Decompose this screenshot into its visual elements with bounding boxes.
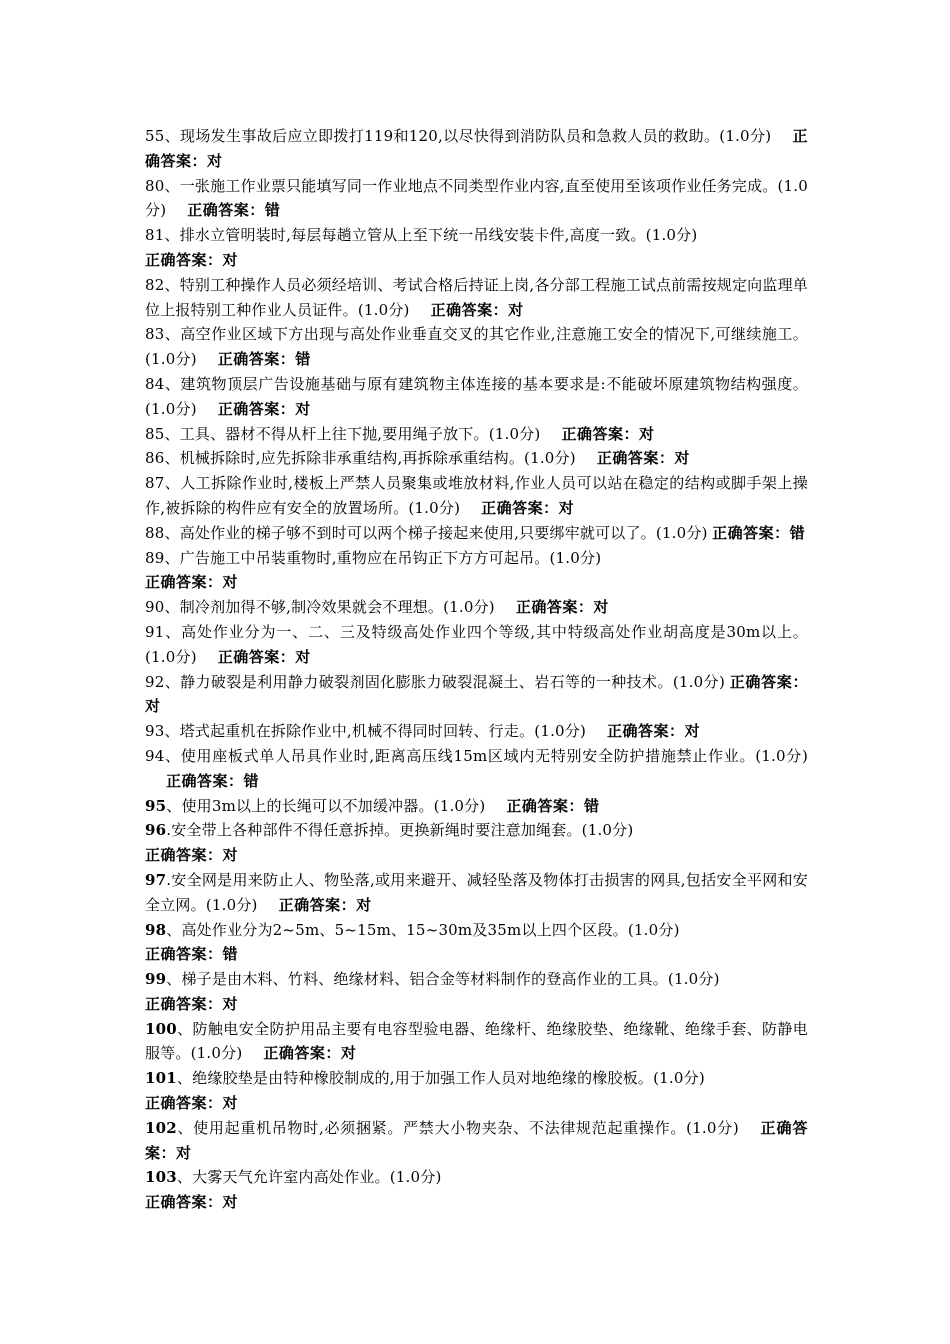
question-separator: 、	[164, 672, 181, 691]
question-score: (1.0分)	[667, 970, 720, 989]
question-score: (1.0分)	[205, 895, 258, 914]
question-number: 89	[145, 548, 165, 567]
question-score: (1.0分)	[443, 598, 495, 617]
question-item	[145, 818, 808, 868]
question-item	[145, 223, 808, 273]
question-item	[145, 174, 808, 224]
question-number: 99	[145, 970, 167, 989]
question-item	[145, 372, 808, 422]
answer-value: 错	[243, 771, 260, 790]
correct-answer	[263, 1044, 356, 1062]
question-separator: 、	[164, 449, 180, 468]
question-item	[145, 868, 808, 918]
question-score: (1.0分)	[581, 821, 634, 840]
question-separator: .	[166, 870, 172, 889]
question-item	[145, 124, 808, 174]
correct-answer	[481, 499, 574, 517]
answer-label: 正确答案：	[145, 1118, 808, 1162]
question-number: 96	[145, 821, 167, 840]
question-separator: 、	[164, 746, 181, 765]
question-separator: 、	[176, 1168, 193, 1187]
question-separator: 、	[164, 622, 182, 641]
question-separator: 、	[176, 1019, 193, 1038]
question-item	[145, 670, 808, 720]
answer-label: 正确答案：	[145, 846, 223, 865]
answer-label: 正确答案：	[481, 498, 559, 517]
question-item	[145, 595, 808, 620]
question-separator: 、	[164, 374, 181, 393]
question-score: (1.0分)	[433, 796, 486, 815]
question-separator: .	[166, 821, 172, 840]
answer-value: 对	[222, 1193, 239, 1212]
question-item	[145, 546, 808, 596]
question-text: 梯子是由木料、竹料、绝缘材料、铝合金等材料制作的登高作业的工具。	[181, 970, 668, 989]
answer-value: 错	[789, 523, 806, 542]
question-item	[145, 273, 808, 323]
question-text: 高处作业分为2~5m、5~15m、15~30m及35m以上四个区段。	[181, 920, 628, 939]
question-separator: 、	[164, 325, 181, 344]
question-text: 塔式起重机在拆除作业中,机械不得同时回转、行走。	[179, 722, 535, 741]
answer-value: 对	[340, 1044, 357, 1063]
question-number: 85	[145, 424, 165, 443]
question-number: 94	[145, 746, 165, 765]
question-text: 使用3m以上的长绳可以不加缓冲器。	[181, 796, 434, 815]
question-text: 安全网是用来防止人、物坠落,或用来避开、减轻坠落及物体打击损害的网具,包括安全平网和安全立网。	[145, 870, 808, 914]
question-score: (1.0分)	[389, 1168, 442, 1187]
question-text: 机械拆除时,应先拆除非承重结构,再拆除承重结构。	[179, 449, 525, 468]
question-score: (1.0分)	[190, 1044, 243, 1063]
question-text: 大雾天气允许室内高处作业。	[192, 1168, 390, 1187]
correct-answer	[145, 843, 808, 868]
answer-value: 对	[508, 300, 524, 319]
correct-answer	[145, 942, 808, 967]
correct-answer	[218, 400, 311, 418]
question-score: (1.0分)	[145, 350, 197, 369]
question-list	[145, 124, 808, 1215]
question-text: 高空作业区域下方出现与高处作业垂直交叉的其它作业,注意施工安全的情况下,可继续施工。	[180, 325, 808, 344]
correct-answer	[712, 524, 805, 542]
answer-label: 正确答案：	[145, 945, 223, 964]
answer-value: 对	[222, 994, 239, 1013]
question-number: 90	[145, 598, 165, 617]
answer-label: 正确答案：	[217, 399, 296, 418]
answer-value: 对	[356, 895, 372, 914]
question-separator: 、	[176, 1069, 193, 1088]
correct-answer	[516, 598, 609, 616]
question-number: 91	[145, 622, 165, 641]
question-text: 使用座板式单人吊具作业时,距离高压线15m区域内无特别安全防护措施禁止作业。	[180, 746, 756, 765]
answer-label: 正确答案：	[430, 300, 509, 319]
question-item	[145, 918, 808, 968]
answer-label: 正确答案：	[145, 127, 808, 170]
question-separator: 、	[164, 548, 180, 567]
answer-value: 错	[583, 796, 600, 815]
question-item	[145, 471, 808, 521]
question-score: (1.0分)	[549, 548, 602, 567]
answer-label: 正确答案：	[712, 523, 790, 542]
question-item	[145, 521, 808, 546]
correct-answer	[506, 797, 599, 815]
question-number: 82	[145, 275, 165, 294]
question-score: (1.0分)	[534, 722, 587, 741]
answer-label: 正确答案：	[217, 647, 296, 666]
question-separator: 、	[164, 424, 180, 443]
correct-answer	[145, 1091, 808, 1116]
question-number: 87	[145, 474, 165, 493]
question-number: 93	[145, 722, 165, 741]
correct-answer	[279, 896, 372, 914]
answer-value: 对	[222, 573, 239, 592]
question-separator: 、	[164, 275, 180, 294]
question-number: 92	[145, 672, 165, 691]
question-item	[145, 620, 808, 670]
correct-answer	[145, 570, 808, 595]
answer-value: 对	[207, 151, 223, 170]
question-score: (1.0分)	[145, 399, 197, 418]
question-score: (1.0分)	[524, 449, 576, 468]
answer-value: 对	[222, 1094, 239, 1113]
question-text: 静力破裂是利用静力破裂剂固化膨胀力破裂混凝土、岩石等的一种技术。	[180, 672, 673, 691]
answer-label: 正确答案：	[263, 1044, 341, 1063]
answer-value: 错	[222, 945, 239, 964]
question-number: 103	[145, 1168, 177, 1187]
question-item	[145, 422, 808, 447]
question-item	[145, 719, 808, 744]
question-item	[145, 1165, 808, 1215]
question-score: (1.0分)	[655, 523, 708, 542]
answer-value: 对	[684, 722, 701, 741]
answer-value: 对	[638, 424, 655, 443]
question-score: (1.0分)	[488, 424, 541, 443]
question-score: (1.0分)	[672, 672, 725, 691]
answer-label: 正确答案：	[145, 1094, 223, 1113]
question-separator: 、	[166, 970, 182, 989]
question-number: 86	[145, 449, 165, 468]
question-text: 防触电安全防护用品主要有电容型验电器、绝缘杆、绝缘胶垫、绝缘靴、绝缘手套、防静电服等。	[145, 1019, 808, 1063]
question-separator: 、	[164, 523, 180, 542]
answer-label: 正确答案：	[729, 672, 808, 691]
correct-answer	[218, 648, 311, 666]
question-number: 100	[145, 1019, 177, 1038]
question-number: 84	[145, 374, 165, 393]
correct-answer	[218, 350, 311, 368]
answer-label: 正确答案：	[515, 598, 594, 617]
question-text: 高处作业的梯子够不到时可以两个梯子接起来使用,只要绑牢就可以了。	[179, 523, 656, 542]
question-separator: 、	[164, 226, 180, 245]
question-text: 建筑物顶层广告设施基础与原有建筑物主体连接的基本要求是:不能破坏原建筑物结构强度。	[180, 374, 808, 393]
correct-answer	[561, 425, 654, 443]
question-score: (1.0分)	[627, 920, 680, 939]
answer-value: 对	[222, 846, 239, 865]
question-number: 101	[145, 1069, 177, 1088]
answer-value: 对	[558, 498, 575, 517]
question-number: 80	[145, 176, 165, 195]
question-separator: 、	[164, 127, 180, 145]
answer-label: 正确答案：	[506, 796, 584, 815]
question-item	[145, 1066, 808, 1116]
question-number: 97	[145, 870, 167, 889]
question-item	[145, 967, 808, 1017]
question-text: 人工拆除作业时,楼板上严禁人员聚集或堆放材料,作业人员可以站在稳定的结构或脚手架上操作,被拆除的构件应有安全的放置场所。	[145, 474, 808, 517]
question-item	[145, 1017, 808, 1067]
answer-value: 对	[176, 1143, 192, 1162]
question-text: 工具、器材不得从杆上往下抛,要用绳子放下。	[179, 424, 489, 443]
question-score: (1.0分)	[755, 746, 809, 765]
correct-answer	[145, 1190, 808, 1215]
answer-value: 对	[295, 647, 311, 666]
question-number: 95	[145, 796, 167, 815]
correct-answer	[431, 301, 524, 319]
question-number: 102	[145, 1118, 177, 1137]
question-text: 制冷剂加得不够,制冷效果就会不理想。	[179, 598, 444, 617]
correct-answer	[145, 992, 808, 1017]
question-separator: 、	[164, 598, 180, 617]
answer-label: 正确答案：	[145, 573, 223, 592]
question-separator: 、	[164, 474, 181, 493]
question-item	[145, 744, 808, 794]
question-text: 安全带上各种部件不得任意拆掉。更换新绳时要注意加绳套。	[171, 821, 582, 840]
question-score: (1.0分)	[645, 226, 698, 245]
answer-label: 正确答案：	[561, 424, 639, 443]
answer-value: 错	[264, 201, 281, 220]
question-score: (1.0分)	[145, 647, 197, 666]
question-text: 使用起重机吊物时,必须捆紧。严禁大小物夹杂、不法律规范起重操作。	[193, 1118, 687, 1137]
answer-label: 正确答案：	[278, 895, 357, 914]
answer-value: 对	[593, 598, 609, 617]
answer-label: 正确答案：	[145, 1193, 223, 1212]
question-item	[145, 794, 808, 819]
question-text: 特别工种操作人员必须经培训、考试合格后持证上岗,各分部工程施工试点前需按规定向监理单位上报特别工种作业人员证件。	[145, 275, 808, 319]
question-number: 88	[145, 523, 165, 542]
answer-label: 正确答案：	[607, 722, 685, 741]
question-score: (1.0分)	[408, 498, 461, 517]
question-number: 83	[145, 325, 165, 344]
answer-value: 对	[222, 250, 239, 269]
correct-answer	[187, 201, 280, 219]
question-score: (1.0分)	[357, 300, 410, 319]
question-text: 排水立管明装时,每层每趟立管从上至下统一吊线安装卡件,高度一致。	[179, 226, 646, 245]
correct-answer	[597, 449, 690, 467]
question-separator: 、	[176, 1118, 194, 1137]
question-score: (1.0分)	[719, 127, 772, 145]
answer-label: 正确答案：	[187, 201, 265, 220]
answer-label: 正确答案：	[166, 771, 244, 790]
answer-value: 错	[295, 350, 311, 369]
question-score: (1.0分)	[653, 1069, 705, 1088]
question-separator: 、	[164, 176, 180, 195]
question-text: 广告施工中吊装重物时,重物应在吊钩正下方方可起吊。	[179, 548, 550, 567]
question-item	[145, 322, 808, 372]
question-text: 高处作业分为一、二、三及特级高处作业四个等级,其中特级高处作业胡高度是30m以上。	[181, 622, 808, 641]
question-score: (1.0分)	[145, 176, 808, 220]
question-text: 现场发生事故后应立即拨打119和120,以尽快得到消防队员和急救人员的救助。	[179, 127, 720, 145]
question-separator: 、	[166, 920, 182, 939]
answer-label: 正确答案：	[145, 994, 223, 1013]
answer-value: 对	[674, 449, 690, 468]
question-score: (1.0分)	[686, 1118, 739, 1137]
question-separator: 、	[164, 722, 180, 741]
correct-answer	[166, 772, 259, 790]
answer-value: 对	[295, 399, 311, 418]
answer-value: 对	[145, 697, 161, 716]
correct-answer	[607, 722, 700, 740]
answer-label: 正确答案：	[217, 350, 296, 369]
question-text: 一张施工作业票只能填写同一作业地点不同类型作业内容,直至使用至该项作业任务完成。	[179, 176, 778, 195]
question-item	[145, 1116, 808, 1166]
question-item	[145, 446, 808, 471]
question-number: 81	[145, 226, 165, 245]
question-number: 98	[145, 920, 167, 939]
question-number: 55	[145, 127, 165, 145]
question-text: 绝缘胶垫是由特种橡胶制成的,用于加强工作人员对地绝缘的橡胶板。	[192, 1069, 654, 1088]
answer-label: 正确答案：	[596, 449, 675, 468]
correct-answer	[145, 248, 808, 273]
answer-label: 正确答案：	[145, 250, 223, 269]
question-separator: 、	[166, 796, 182, 815]
